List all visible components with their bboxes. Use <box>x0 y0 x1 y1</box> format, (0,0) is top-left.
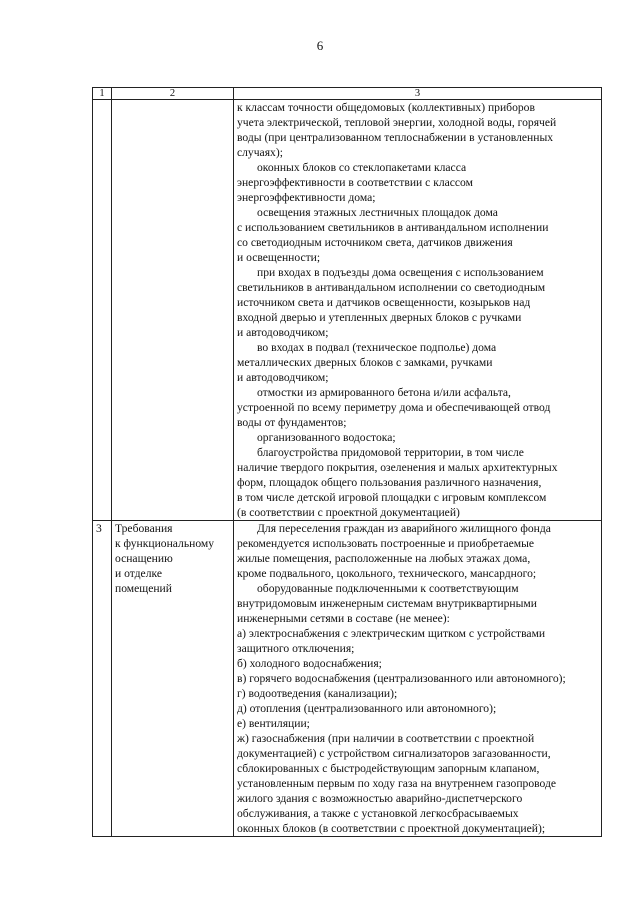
row-3-name-line: помещений <box>115 582 172 595</box>
row-continued-text-line: и автодоводчиком; <box>237 371 329 384</box>
row-continued-text-line: оконных блоков со стеклопакетами класса <box>257 161 467 174</box>
header-col-3: 3 <box>234 88 602 100</box>
row-continued-text-line: энергоэффективности дома; <box>237 191 376 204</box>
row-continued-text-line: в том числе детской игровой площадки с игровым комплексом <box>237 491 547 504</box>
row-continued-text-line: форм, площадок общего пользования различного назначения, <box>237 476 542 489</box>
row-continued-text-line: отмостки из армированного бетона и/или асфальта, <box>257 386 511 399</box>
requirements-table <box>92 87 602 837</box>
row-continued-text-line: случаях); <box>237 146 283 159</box>
row-continued-text-line: воды от фундаментов; <box>237 416 347 429</box>
row-continued-text-line: воды (при централизованном теплоснабжении в установленных <box>237 131 554 144</box>
row-continued-text-line: организованного водостока; <box>257 431 396 444</box>
row-3-text-line: внутридомовым инженерным системам внутриквартирными <box>237 597 537 610</box>
row-continued-number <box>93 100 112 521</box>
row-3-text-line: кроме подвального, цокольного, технического, мансардного; <box>237 567 537 580</box>
row-3-content <box>234 521 602 837</box>
row-3-text-line: защитного отключения; <box>237 642 355 655</box>
row-continued-text-line: с использованием светильников в антивандальном исполнении <box>237 221 549 234</box>
row-continued-text-line: светильников в антивандальном исполнении со светодиодным <box>237 281 546 294</box>
row-continued-text-line: устроенной по всему периметру дома и обеспечивающей отвод <box>237 401 551 414</box>
row-continued-text-line: учета электрической, тепловой энергии, холодной воды, горячей <box>237 116 557 129</box>
row-3-text-line: оборудованные подключенными к соответствующим <box>257 582 519 595</box>
row-3-text-line: е) вентиляции; <box>237 717 310 730</box>
row-3-text-line: рекомендуется использовать построенные и приобретаемые <box>237 537 535 550</box>
row-continued-text-line: и освещенности; <box>237 251 321 264</box>
row-continued-text-line: энергоэффективности в соответствии с классом <box>237 176 473 189</box>
row-3-name-line: к функциональному <box>115 537 215 550</box>
row-3-name <box>112 521 234 837</box>
row-3-name-line: и отделке <box>115 567 162 580</box>
row-continued-text-line: наличие твердого покрытия, озеленения и малых архитектурных <box>237 461 558 474</box>
row-3-text-line: сблокированных с быстродействующим запорным клапаном, <box>237 762 540 775</box>
row-continued-text-line: (в соответствии с проектной документацией) <box>237 506 460 519</box>
row-3-text-line: оконных блоков (в соответствии с проектной документацией); <box>237 822 546 835</box>
row-3-text-line: а) электроснабжения с электрическим щитком с устройствами <box>237 627 546 640</box>
row-3-number: 3 <box>93 521 112 837</box>
row-continued-text-line: металлических дверных блоков с замками, ручками <box>237 356 493 369</box>
row-3-name-line: оснащению <box>115 552 173 565</box>
row-continued-text-line: со светодиодным источником света, датчиков движения <box>237 236 513 249</box>
row-3-text-line: г) водоотведения (канализации); <box>237 687 398 700</box>
row-continued-content <box>234 100 602 521</box>
row-3-text-line: ж) газоснабжения (при наличии в соответствии с проектной <box>237 732 535 745</box>
page-number: 6 <box>316 38 324 53</box>
row-3-text-line: инженерными сетями в составе (не менее): <box>237 612 450 625</box>
row-continued-text-line: при входах в подъезды дома освещения с использованием <box>257 266 544 279</box>
row-3-text-line: д) отопления (централизованного или автономного); <box>237 702 497 715</box>
row-3-text-line: установленным первым по ходу газа на внутреннем газопроводе <box>237 777 557 790</box>
row-3-text-line: жилого здания с возможностью аварийно-диспетчерского <box>237 792 523 805</box>
row-continued-text-line: во входах в подвал (техническое подполье) дома <box>257 341 497 354</box>
row-3-name-line: Требования <box>115 522 173 535</box>
row-continued-text-line: к классам точности общедомовых (коллективных) приборов <box>237 101 535 114</box>
row-3-text-line: в) горячего водоснабжения (централизованного или автономного); <box>237 672 566 685</box>
table-row-continued <box>93 100 602 521</box>
row-continued-text-line: благоустройства придомовой территории, в том числе <box>257 446 524 459</box>
header-col-2: 2 <box>112 88 234 100</box>
row-3-text-line: обслуживания, а также с установкой легкосбрасываемых <box>237 807 519 820</box>
row-continued-name <box>112 100 234 521</box>
row-3-text-line: жилые помещения, расположенные на любых этажах дома, <box>237 552 531 565</box>
table-header-row <box>93 88 602 100</box>
row-continued-text-line: источником света и датчиков освещенности, козырьков над <box>237 296 531 309</box>
row-3-text-line: документацией) с устройством сигнализаторов загазованности, <box>237 747 551 760</box>
row-continued-text-line: и автодоводчиком; <box>237 326 329 339</box>
row-3-text-line: б) холодного водоснабжения; <box>237 657 382 670</box>
table-row-3 <box>93 521 602 837</box>
header-col-1: 1 <box>93 88 112 100</box>
row-continued-text-line: освещения этажных лестничных площадок дома <box>257 206 498 219</box>
row-continued-text-line: входной дверью и утепленных дверных блоков с ручками <box>237 311 522 324</box>
row-3-text-line: Для переселения граждан из аварийного жилищного фонда <box>257 522 551 535</box>
